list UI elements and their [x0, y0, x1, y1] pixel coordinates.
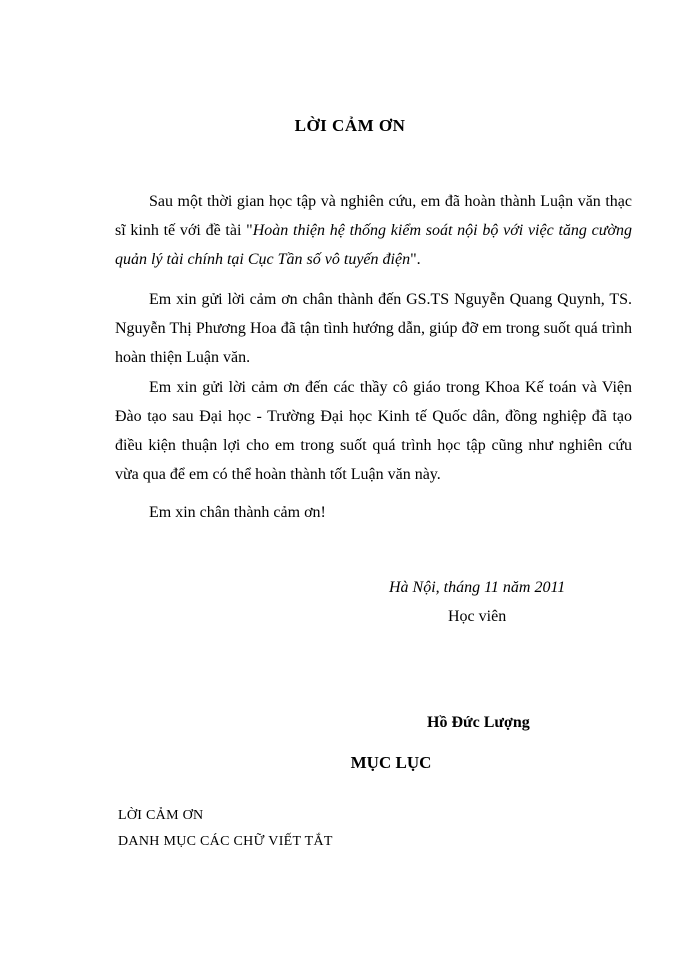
- paragraph-1-lead: Sau một thời gian học tập và nghiên cứu, em đã hoàn thành Luận văn thạc sĩ kinh tế với đề tài ": [115, 193, 632, 239]
- date-place: Hà Nội, tháng 11 năm 2011: [389, 579, 566, 596]
- toc-title-text: MỤC LỤC: [350, 753, 432, 772]
- paragraph-1-tail: ".: [410, 251, 421, 268]
- signer-role: Học viên: [448, 608, 507, 625]
- signer-name: Hồ Đức Lượng: [427, 714, 530, 731]
- acknowledgement-title: LỜI CẢM ƠN: [294, 116, 406, 135]
- toc-item: DANH MỤC CÁC CHỮ VIẾT TẮT: [118, 834, 333, 849]
- acknowledgement-paragraph-4: Em xin chân thành cảm ơn!: [149, 504, 326, 521]
- toc-item: LỜI CẢM ƠN: [118, 808, 204, 823]
- acknowledgement-paragraph-3: Em xin gửi lời cảm ơn đến các thầy cô giáo trong Khoa Kế toán và Viện Đào tạo sau Đại học - Trường Đại học Kinh tế Quốc dân, đồng nghiệp đã tạo điều kiện thuận lợi cho em trong suốt quá trình học tập cũng như nghiên cứu vừa qua để em có thể hoàn thành tốt Luận văn này.: [115, 379, 632, 483]
- acknowledgement-paragraph-2: Em xin gửi lời cảm ơn chân thành đến GS.TS Nguyễn Quang Quynh, TS. Nguyễn Thị Phương Hoa đã tận tình hướng dẫn, giúp đỡ em trong suốt quá trình hoàn thiện Luận văn.: [115, 291, 632, 366]
- acknowledgement-paragraph-1: [115, 187, 632, 274]
- thesis-title: Hoàn thiện hệ thống kiểm soát nội bộ với việc tăng cường quản lý tài chính tại Cục Tần số vô tuyến điện: [115, 222, 633, 268]
- toc-title: [0, 753, 700, 773]
